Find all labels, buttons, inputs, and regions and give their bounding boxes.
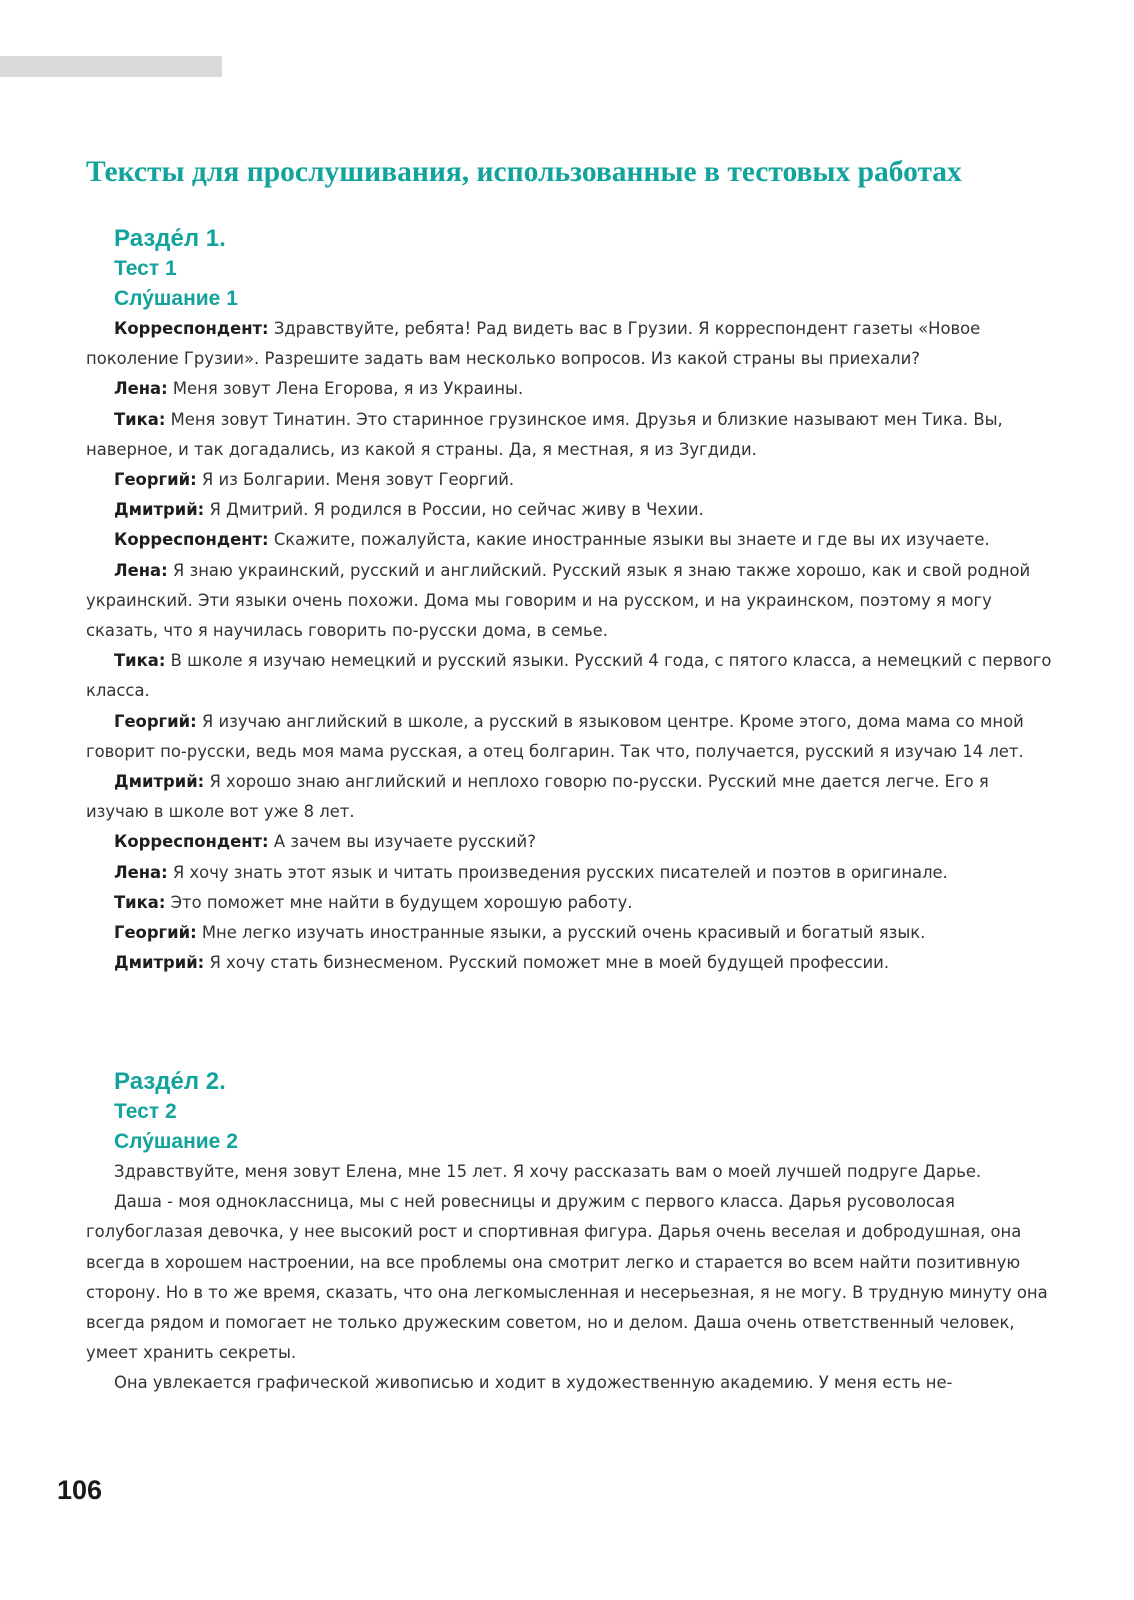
dialogue-line bbox=[86, 405, 1056, 465]
dialogue-line bbox=[86, 827, 1056, 857]
dialogue-line bbox=[86, 858, 1056, 888]
dialogue-line bbox=[86, 314, 1056, 374]
speaker-name: Лена: bbox=[114, 560, 168, 580]
speaker-name: Тика: bbox=[114, 409, 166, 429]
line-text: Я хочу стать бизнесменом. Русский поможет мне в моей будущей профессии. bbox=[204, 953, 890, 973]
text-paragraph: Она увлекается графической живописью и ходит в художественную академию. У меня есть не- bbox=[114, 1373, 953, 1393]
dialogue-line bbox=[86, 465, 1056, 495]
listening-heading: Слу́шание 2 bbox=[114, 1130, 238, 1153]
line-text: Я Дмитрий. Я родился в России, но сейчас живу в Чехии. bbox=[204, 500, 704, 520]
speaker-name: Корреспондент: bbox=[114, 319, 269, 338]
line-text: Меня зовут Лена Егорова, я из Украины. bbox=[167, 379, 524, 399]
dialogue-line bbox=[86, 948, 1056, 978]
speaker-name: Дмитрий: bbox=[114, 953, 205, 973]
line-text: Я из Болгарии. Меня зовут Георгий. bbox=[196, 470, 515, 490]
speaker-name: Георгий: bbox=[114, 470, 197, 490]
page-title: Тексты для прослушивания, использованные в тестовых работах bbox=[86, 156, 962, 188]
dialogue-line bbox=[86, 646, 1056, 706]
dialogue-line bbox=[86, 525, 1056, 555]
speaker-name: Георгий: bbox=[114, 711, 197, 731]
line-text: Я хочу знать этот язык и читать произведения русских писателей и поэтов в оригинале. bbox=[167, 862, 948, 882]
test-heading: Тест 1 bbox=[114, 257, 177, 280]
header-bar bbox=[0, 56, 222, 77]
speaker-name: Лена: bbox=[114, 862, 168, 882]
line-text: Здравствуйте, ребята! Рад видеть вас в Грузии. Я корреспондент газеты «Новое поколение Грузии». Разрешите задать вам несколько вопросов. Из какой страны вы приехали? bbox=[86, 319, 981, 369]
dialogue-line bbox=[86, 495, 1056, 525]
dialogue-line bbox=[86, 888, 1056, 918]
speaker-name: Корреспондент: bbox=[114, 530, 269, 550]
line-text: Это поможет мне найти в будущем хорошую работу. bbox=[165, 892, 633, 912]
dialogue-line bbox=[86, 767, 1056, 827]
speaker-name: Георгий: bbox=[114, 923, 197, 943]
section-heading: Разде́л 2. bbox=[114, 1068, 226, 1095]
page-number: 106 bbox=[57, 1475, 103, 1505]
speaker-name: Дмитрий: bbox=[114, 772, 205, 792]
line-text: А зачем вы изучаете русский? bbox=[268, 832, 536, 852]
line-text: Я знаю украинский, русский и английский. Русский язык я знаю также хорошо, как и свой родной украинский. Эти языки очень похожи. Дома мы говорим и на русском, и на украинском, поэтому я могу сказать, что я научилась говорить по-русски дома, в семье. bbox=[86, 560, 1031, 641]
dialogue-line bbox=[86, 374, 1056, 404]
line-text: Мне легко изучать иностранные языки, а русский очень красивый и богатый язык. bbox=[196, 923, 926, 943]
dialogue-line bbox=[86, 707, 1056, 767]
speaker-name: Тика: bbox=[114, 892, 166, 912]
section-1 bbox=[86, 224, 1056, 978]
speaker-name: Лена: bbox=[114, 379, 168, 399]
speaker-name: Корреспондент: bbox=[114, 832, 269, 852]
line-text: Я хорошо знаю английский и неплохо говорю по-русски. Русский мне дается легче. Его я изучаю в школе вот уже 8 лет. bbox=[86, 772, 989, 822]
test-heading: Тест 2 bbox=[114, 1100, 177, 1123]
line-text: Я изучаю английский в школе, а русский в языковом центре. Кроме этого, дома мама со мной говорит по-русски, ведь моя мама русская, а отец болгарин. Так что, получается, русский я изучаю 14 лет. bbox=[86, 711, 1024, 761]
listening-heading: Слу́шание 1 bbox=[114, 287, 238, 310]
line-text: Скажите, пожалуйста, какие иностранные языки вы знаете и где вы их изучаете. bbox=[268, 530, 990, 550]
text-paragraph: Даша - моя одноклассница, мы с ней ровесницы и дружим с первого класса. Дарья русоволосая голубоглазая девочка, у нее высокий рост и спортивная фигура. Дарья очень веселая и добродушная, она всегда в хорошем настроении, на все проблемы она смотрит легко и старается во всем найти позитивную сторону. Но в то же время, сказать, что она легкомысленная и несерьезная, я не могу. В трудную минуту она всегда рядом и помогает не только дружеским советом, но и делом. Даша очень ответственный человек, умеет хранить секреты. bbox=[86, 1192, 1048, 1363]
dialogue-line bbox=[86, 918, 1056, 948]
dialogue-line bbox=[86, 556, 1056, 647]
speaker-name: Дмитрий: bbox=[114, 500, 205, 520]
text-paragraph: Здравствуйте, меня зовут Елена, мне 15 лет. Я хочу рассказать вам о моей лучшей подруге Дарье. bbox=[114, 1162, 982, 1181]
section-heading: Разде́л 1. bbox=[114, 225, 226, 252]
speaker-name: Тика: bbox=[114, 651, 166, 671]
section-2 bbox=[86, 1067, 1056, 1399]
line-text: В школе я изучаю немецкий и русский языки. Русский 4 года, с пятого класса, а немецкий с первого класса. bbox=[86, 651, 1052, 701]
line-text: Меня зовут Тинатин. Это старинное грузинское имя. Друзья и близкие называют мен Тика. Вы, наверное, и так догадались, из какой я страны. Да, я местная, я из Зугдиди. bbox=[86, 409, 1003, 459]
